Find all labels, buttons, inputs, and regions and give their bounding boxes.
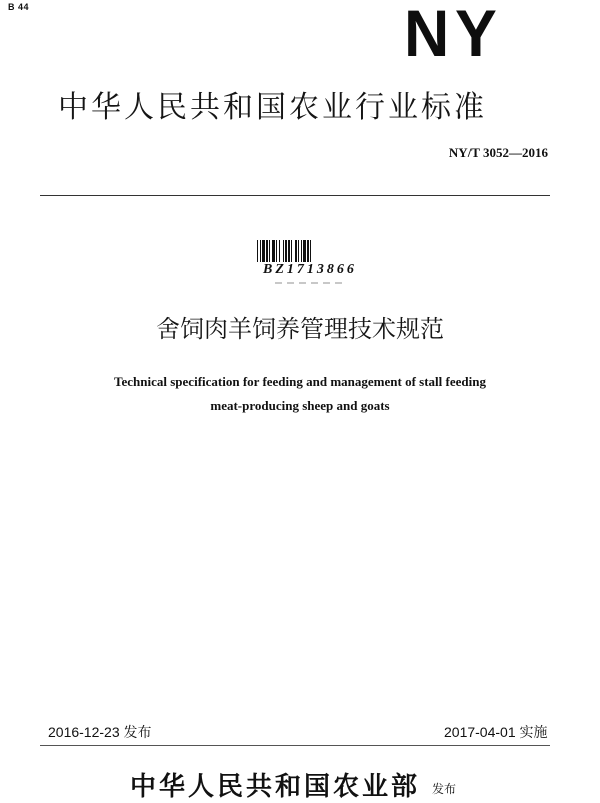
issuing-ministry: 中华人民共和国农业部 <box>130 772 421 802</box>
industry-standard-title: 中华人民共和国农业行业标准 <box>58 90 487 125</box>
document-title-english-line2: meat-producing sheep and goats <box>210 398 390 413</box>
barcode-number: BZ1713866 <box>263 262 357 277</box>
document-title-english-line1: Technical specification for feeding and management of stall feeding <box>114 374 486 389</box>
ny-logo: NY <box>404 0 503 70</box>
barcode-image <box>256 240 364 262</box>
standard-number: NY/T 3052—2016 <box>448 145 548 160</box>
footer-divider <box>40 745 550 746</box>
document-title-chinese: 舍饲肉羊饲养管理技术规范 <box>156 315 444 343</box>
classification-code: B 44 <box>8 2 30 12</box>
header-divider <box>40 195 550 196</box>
publish-label: 发布 <box>432 782 457 796</box>
issue-date: 2016-12-23 发布 <box>48 724 152 740</box>
barcode-dashes <box>275 282 345 284</box>
effective-date: 2017-04-01 实施 <box>444 724 548 740</box>
